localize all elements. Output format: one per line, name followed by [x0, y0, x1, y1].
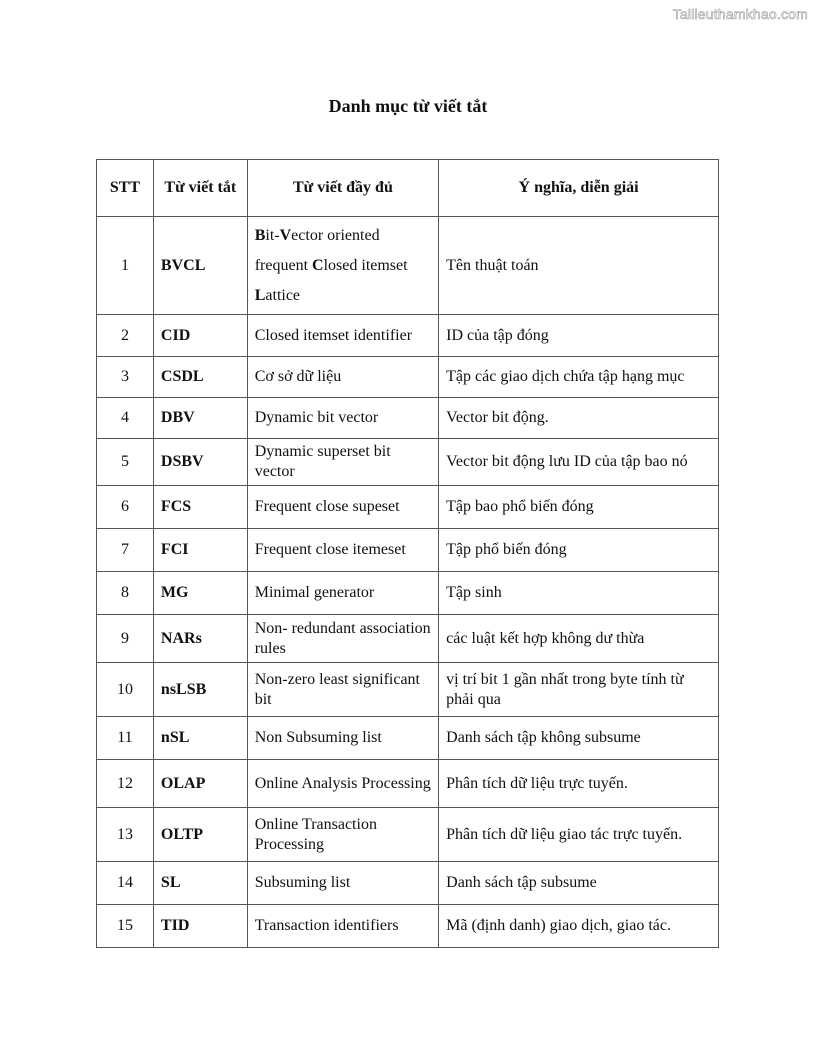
table-row: [97, 398, 719, 439]
row-full-form: [247, 217, 438, 315]
table-row: [97, 572, 719, 615]
row-meaning: vị trí bit 1 gần nhất trong byte tính từ phải qua: [439, 663, 719, 717]
row-number: 5: [97, 439, 154, 486]
full-form-fragment: ector oriented frequent: [254, 226, 380, 274]
row-meaning: Tập các giao dịch chứa tập hạng mục: [439, 357, 719, 398]
row-number: 15: [97, 905, 154, 948]
row-full-form: Non Subsuming list: [247, 717, 438, 760]
row-full-form: Transaction identifiers: [247, 905, 438, 948]
row-number: 12: [97, 760, 154, 808]
table-row: [97, 663, 719, 717]
row-abbreviation: CID: [153, 315, 247, 357]
table-row: [97, 315, 719, 357]
table-row: [97, 905, 719, 948]
table-row: [97, 760, 719, 808]
row-full-form: Cơ sở dữ liệu: [247, 357, 438, 398]
row-number: 1: [97, 217, 154, 315]
row-full-form: Subsuming list: [247, 862, 438, 905]
row-meaning: Phân tích dữ liệu giao tác trực tuyến.: [439, 808, 719, 862]
row-number: 14: [97, 862, 154, 905]
header-full-form: Từ viết đầy đủ: [247, 160, 438, 217]
row-meaning: Danh sách tập không subsume: [439, 717, 719, 760]
table-row: [97, 439, 719, 486]
row-meaning: Tập phổ biến đóng: [439, 529, 719, 572]
full-form-fragment: B: [254, 226, 266, 244]
row-meaning: Vector bit động.: [439, 398, 719, 439]
header-abbreviation: Từ viết tắt: [153, 160, 247, 217]
row-meaning: Mã (định danh) giao dịch, giao tác.: [439, 905, 719, 948]
row-full-form: Online Analysis Processing: [247, 760, 438, 808]
row-meaning: các luật kết hợp không dư thừa: [439, 615, 719, 663]
table-row: [97, 529, 719, 572]
full-form-fragment: L: [254, 286, 266, 304]
row-full-form: Non-zero least significant bit: [247, 663, 438, 717]
row-full-form: Closed itemset identifier: [247, 315, 438, 357]
abbreviation-table: [96, 159, 719, 948]
row-number: 13: [97, 808, 154, 862]
row-abbreviation: MG: [153, 572, 247, 615]
row-number: 11: [97, 717, 154, 760]
row-abbreviation: DBV: [153, 398, 247, 439]
row-number: 3: [97, 357, 154, 398]
row-number: 9: [97, 615, 154, 663]
row-abbreviation: nsLSB: [153, 663, 247, 717]
row-abbreviation: OLAP: [153, 760, 247, 808]
full-form-fragment: attice: [265, 286, 301, 304]
row-abbreviation: nSL: [153, 717, 247, 760]
row-number: 8: [97, 572, 154, 615]
row-meaning: Vector bit động lưu ID của tập bao nó: [439, 439, 719, 486]
row-meaning: Danh sách tập subsume: [439, 862, 719, 905]
row-full-form: Dynamic superset bit vector: [247, 439, 438, 486]
row-abbreviation: OLTP: [153, 808, 247, 862]
row-meaning: Tập sinh: [439, 572, 719, 615]
row-abbreviation: DSBV: [153, 439, 247, 486]
row-full-form: Dynamic bit vector: [247, 398, 438, 439]
row-number: 10: [97, 663, 154, 717]
row-abbreviation: SL: [153, 862, 247, 905]
table-row: [97, 862, 719, 905]
table-row: [97, 486, 719, 529]
table-row: [97, 217, 719, 315]
table-row: [97, 357, 719, 398]
full-form-fragment: losed itemset: [323, 256, 408, 274]
table-row: [97, 615, 719, 663]
row-abbreviation: CSDL: [153, 357, 247, 398]
table-row: [97, 808, 719, 862]
full-form-fragment: C: [312, 256, 324, 274]
watermark: Tailieuthamkhao.com: [672, 6, 808, 22]
header-stt: STT: [97, 160, 154, 217]
header-meaning: Ý nghĩa, diễn giải: [439, 160, 719, 217]
row-meaning: Tập bao phổ biến đóng: [439, 486, 719, 529]
table-header-row: [97, 160, 719, 217]
row-full-form: Frequent close itemeset: [247, 529, 438, 572]
row-number: 7: [97, 529, 154, 572]
row-meaning: Phân tích dữ liệu trực tuyến.: [439, 760, 719, 808]
row-number: 2: [97, 315, 154, 357]
row-abbreviation: FCI: [153, 529, 247, 572]
full-form-fragment: it-: [265, 226, 280, 244]
row-abbreviation: TID: [153, 905, 247, 948]
page-title: Danh mục từ viết tắt: [328, 96, 488, 116]
row-meaning: Tên thuật toán: [439, 217, 719, 315]
row-abbreviation: BVCL: [153, 217, 247, 315]
row-abbreviation: NARs: [153, 615, 247, 663]
row-meaning: ID của tập đóng: [439, 315, 719, 357]
row-full-form: Online Transaction Processing: [247, 808, 438, 862]
row-number: 6: [97, 486, 154, 529]
full-form-fragment: V: [279, 226, 292, 244]
row-abbreviation: FCS: [153, 486, 247, 529]
table-row: [97, 717, 719, 760]
row-full-form: Frequent close supeset: [247, 486, 438, 529]
row-number: 4: [97, 398, 154, 439]
row-full-form: Non- redundant association rules: [247, 615, 438, 663]
row-full-form: Minimal generator: [247, 572, 438, 615]
